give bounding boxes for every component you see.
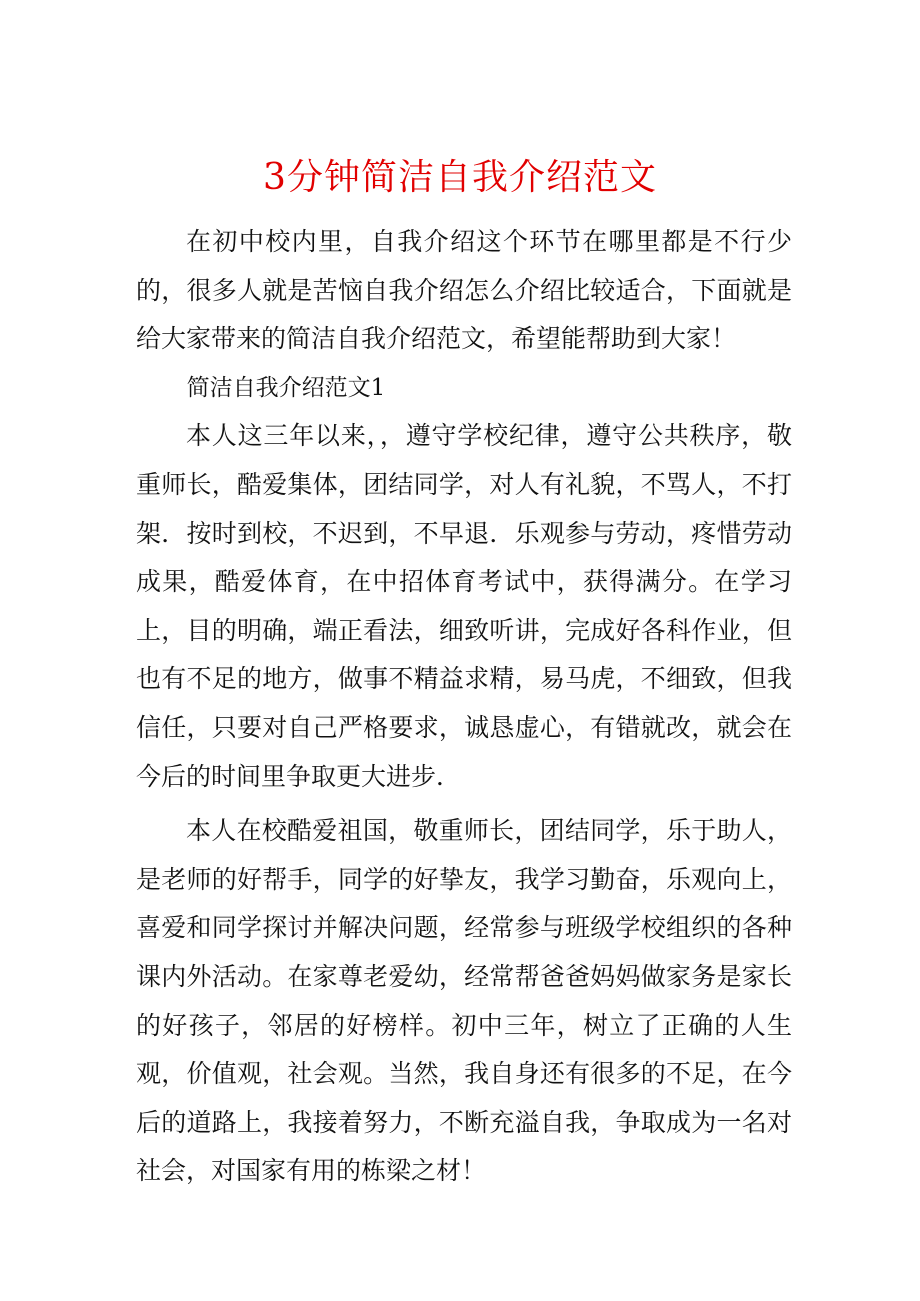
intro-paragraph: 在初中校内里，自我介绍这个环节在哪里都是不行少的，很多人就是苦恼自我介绍怎么介绍比较适合，下面就是给大家带来的简洁自我介绍范文，希望能帮助到大家！ [136,227,792,354]
paragraph-2: 本人在校酷爱祖国，敬重师长，团结同学，乐于助人，是老师的好帮手，同学的好挚友，我学习勤奋，乐观向上，喜爱和同学探讨并解决问题，经常参与班级学校组织的各种课内外活动。在家尊老爱幼，经常帮爸爸妈妈做家务是家长的好孩子，邻居的好榜样。初中三年，树立了正确的人生观，价值观，社会观。当然，我自身还有很多的不足，在今后的道路上，我接着努力，不断充溢自我，争取成为一名对社会，对国家有用的栋梁之材！ [136,816,792,1186]
document-body [136,218,792,1196]
document-title: 3分钟简洁自我介绍范文 [263,157,657,198]
paragraph-1: 本人这三年以来，，遵守学校纪律，遵守公共秩序，敬重师长，酷爱集体，团结同学，对人有礼貌，不骂人，不打架．按时到校，不迟到，不早退．乐观参与劳动，疼惜劳动成果，酷爱体育，在中招体育考试中，获得满分。在学习上，目的明确，端正看法，细致听讲，完成好各科作业，但也有不足的地方，做事不精益求精，易马虎，不细致，但我信任，只要对自己严格要求，诚恳虚心，有错就改，就会在今后的时间里争取更大进步． [136,421,792,791]
section-heading: 简洁自我介绍范文1 [186,374,386,401]
